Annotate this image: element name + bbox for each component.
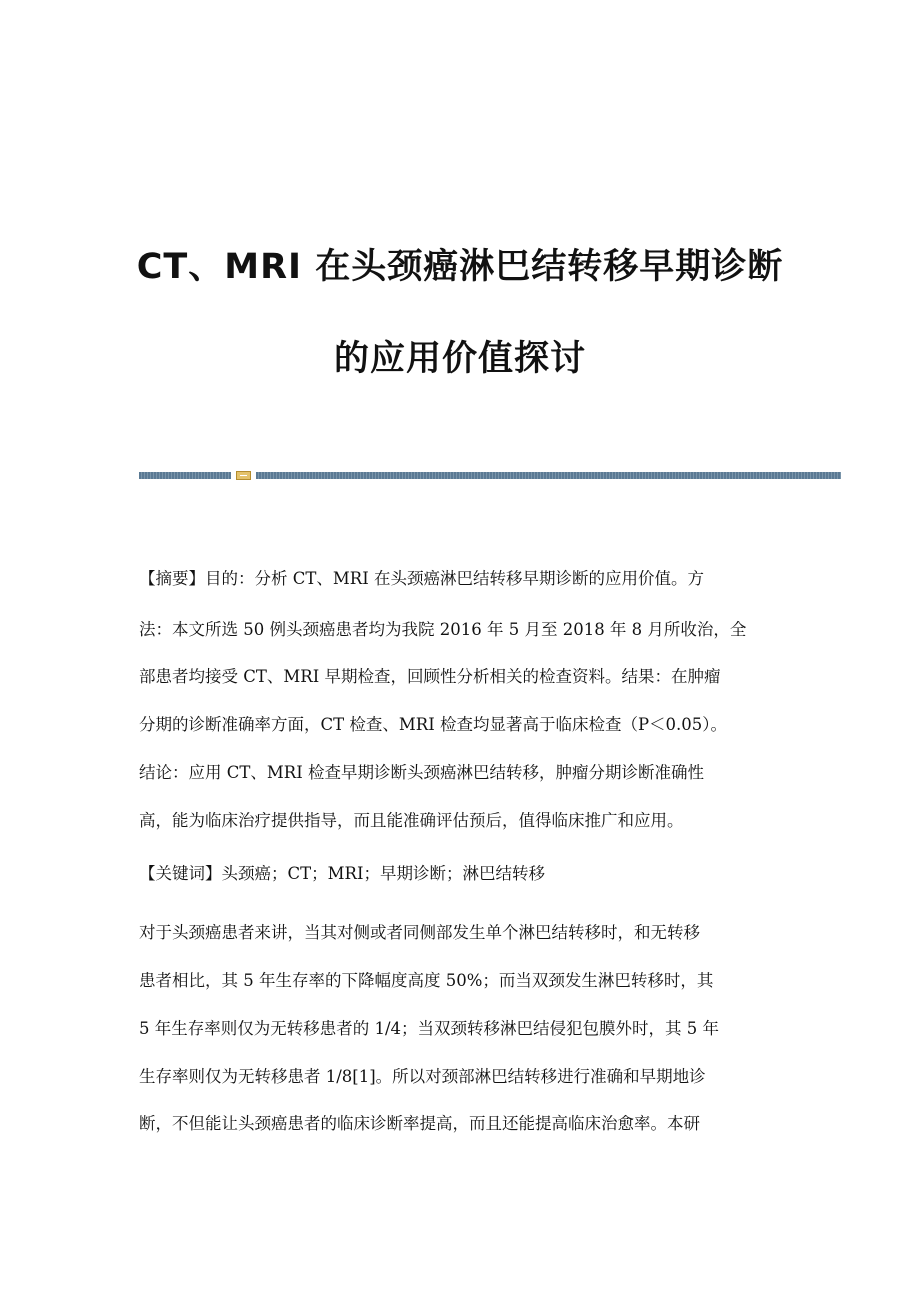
body-line: 5 年生存率则仅为无转移患者的 1/4；当双颈转移淋巴结侵犯包膜外时，其 5 年 <box>139 1019 720 1038</box>
body-line: 患者相比，其 5 年生存率的下降幅度高度 50%；而当双颈发生淋巴转移时，其 <box>139 971 714 990</box>
document-title-line-2: 的应用价值探讨 <box>333 339 586 380</box>
keywords-line: 【关键词】头颈癌；CT；MRI；早期诊断；淋巴结转移 <box>139 864 545 883</box>
abstract-line: 部患者均接受 CT、MRI 早期检查，回顾性分析相关的检查资料。结果：在肿瘤 <box>139 667 721 686</box>
body-line: 对于头颈癌患者来讲，当其对侧或者同侧部发生单个淋巴结转移时，和无转移 <box>139 923 700 942</box>
abstract-line: 结论：应用 CT、MRI 检查早期诊断头颈癌淋巴结转移，肿瘤分期诊断准确性 <box>139 763 704 782</box>
body-line: 生存率则仅为无转移患者 1/8[1]。所以对颈部淋巴结转移进行准确和早期地诊 <box>139 1067 706 1086</box>
abstract-line: 【摘要】目的：分析 CT、MRI 在头颈癌淋巴结转移早期诊断的应用价值。方 <box>139 569 704 588</box>
abstract-line: 法：本文所选 50 例头颈癌患者均为我院 2016 年 5 月至 2018 年 8 月所收治，全 <box>139 620 747 639</box>
divider-ornament-icon <box>236 471 251 480</box>
decorative-divider <box>139 471 841 480</box>
abstract-line: 高，能为临床治疗提供指导，而且能准确评估预后，值得临床推广和应用。 <box>139 811 684 830</box>
document-title-line-1: CT、MRI 在头颈癌淋巴结转移早期诊断 <box>136 247 784 288</box>
body-line: 断，不但能让头颈癌患者的临床诊断率提高，而且还能提高临床治愈率。本研 <box>139 1114 700 1133</box>
divider-bar-right <box>256 472 841 479</box>
abstract-line: 分期的诊断准确率方面，CT 检查、MRI 检查均显著高于临床检查（P＜0.05）。 <box>139 715 728 734</box>
divider-bar-left <box>139 472 231 479</box>
